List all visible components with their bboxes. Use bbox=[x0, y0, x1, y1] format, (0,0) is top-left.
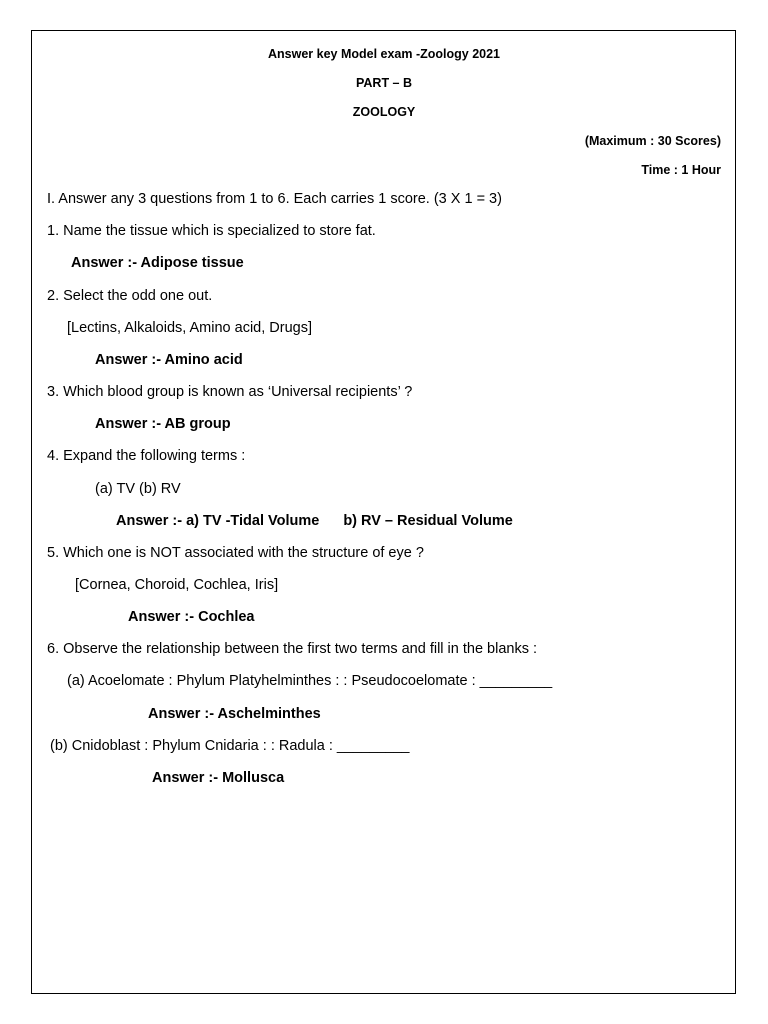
question-2: 2. Select the odd one out. bbox=[47, 288, 213, 304]
question-6: 6. Observe the relationship between the first two terms and fill in the blanks : bbox=[47, 641, 538, 657]
question-5-options: [Cornea, Choroid, Cochlea, Iris] bbox=[75, 577, 279, 593]
question-2-options: [Lectins, Alkaloids, Amino acid, Drugs] bbox=[67, 320, 313, 336]
time-limit: Time : 1 Hour bbox=[641, 163, 721, 177]
question-3: 3. Which blood group is known as ‘Universal recipients’ ? bbox=[47, 384, 413, 400]
question-4-options: (a) TV (b) RV bbox=[95, 481, 181, 497]
answer-4b: b) RV – Residual Volume bbox=[343, 513, 513, 529]
exam-title: Answer key Model exam -Zoology 2021 bbox=[267, 47, 501, 61]
answer-1: Answer :- Adipose tissue bbox=[71, 255, 244, 271]
answer-2: Answer :- Amino acid bbox=[95, 352, 243, 368]
max-score: (Maximum : 30 Scores) bbox=[584, 134, 721, 148]
question-1: 1. Name the tissue which is specialized to store fat. bbox=[47, 223, 376, 239]
question-6a: (a) Acoelomate : Phylum Platyhelminthes : : Pseudocoelomate : _________ bbox=[67, 673, 553, 689]
part-label: PART – B bbox=[355, 76, 413, 90]
question-4: 4. Expand the following terms : bbox=[47, 448, 246, 464]
subject-label: ZOOLOGY bbox=[352, 105, 416, 119]
answer-6b: Answer :- Mollusca bbox=[152, 770, 285, 786]
answer-3: Answer :- AB group bbox=[95, 416, 231, 432]
question-6b: (b) Cnidoblast : Phylum Cnidaria : : Radula : _________ bbox=[50, 738, 410, 754]
answer-4a: Answer :- a) TV -Tidal Volume bbox=[116, 513, 320, 529]
answer-5: Answer :- Cochlea bbox=[128, 609, 255, 625]
section-instruction: I. Answer any 3 questions from 1 to 6. Each carries 1 score. (3 X 1 = 3) bbox=[47, 191, 502, 207]
question-5: 5. Which one is NOT associated with the structure of eye ? bbox=[47, 545, 424, 561]
answer-6a: Answer :- Aschelminthes bbox=[148, 706, 321, 722]
answer-4 bbox=[116, 512, 513, 530]
